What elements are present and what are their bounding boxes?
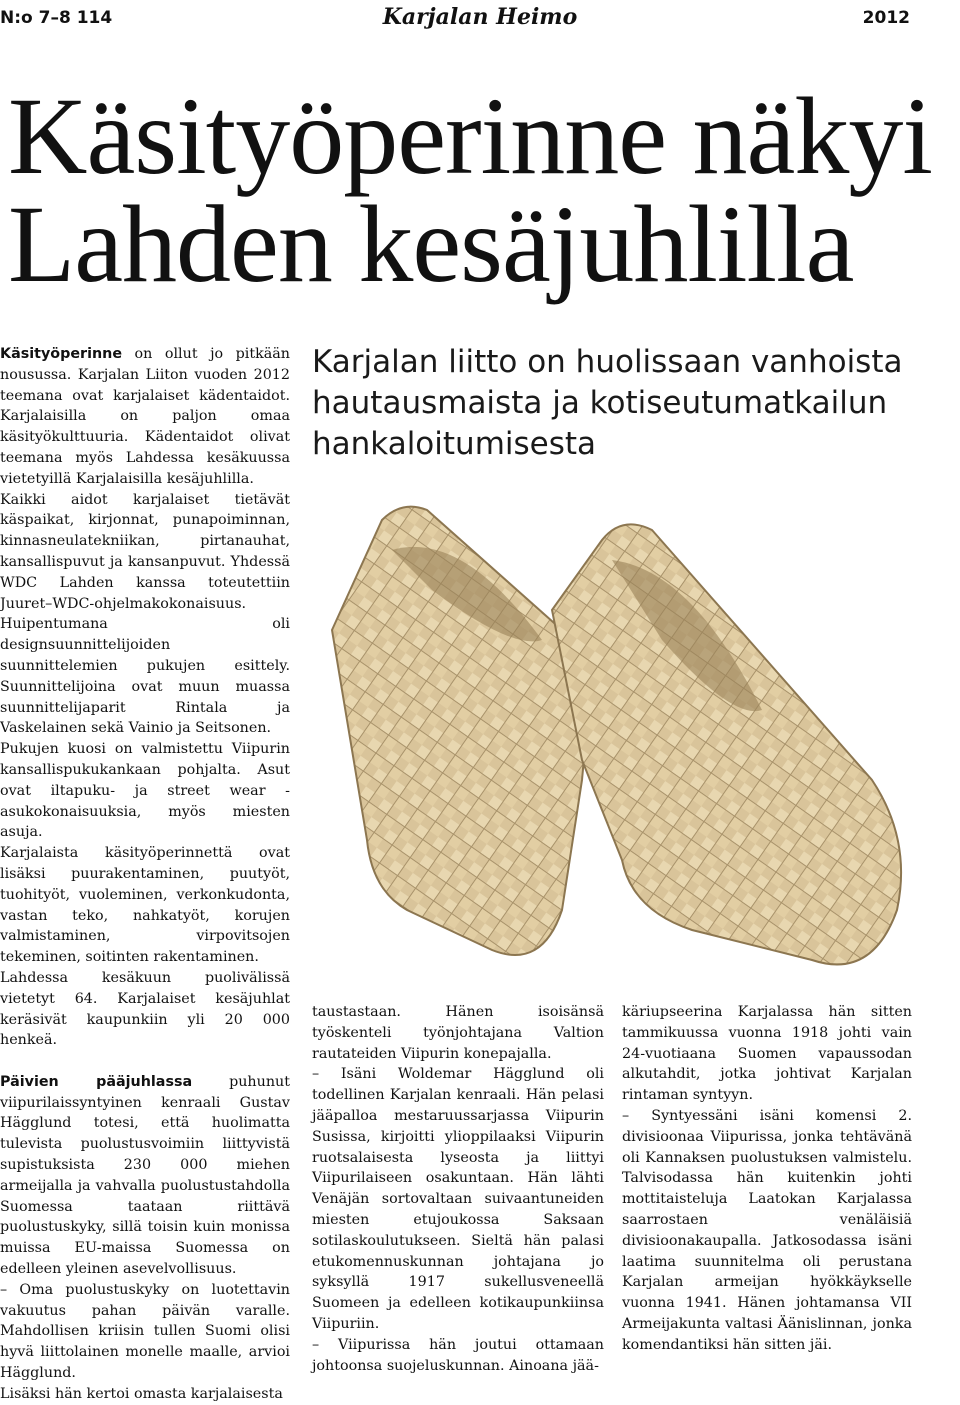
lead-in: Käsityöperinne xyxy=(0,346,123,362)
publication-title: Karjalan Heimo xyxy=(382,4,578,30)
paragraph: – Isäni Woldemar Hägglund oli todellinen Karjalan kenraali. Hän pelasi jääpalloa mestaruussarjassa Viipurin Susissa, kirjoitti ylioppilaaksi Viipurin ruotsalaisesta lyseosta ja liittyi Viipurilaiseen osakuntaan. Hän lähti Venäjän sortovaltaan suivaantuneiden miesten etujoukossa Saksaan sotilaskoulutukseen. Sieltä hän palasi etukomennuskunnan johtajana jo syksyllä 1917 sukellusveneellä Suomeen ja edelleen kotikaupunkiinsa Viipuriin. xyxy=(312,1066,604,1332)
paragraph-text: on ollut jo pitkään nousussa. Karjalan Liiton vuoden 2012 teemana ovat karjalaiset kädentaidot. Karjalaisilla on paljon omaa käsityökulttuuria. Kädentaidot olivat teemana myös Lahdessa kesäkuussa vietetyillä Karjalaisilla kesäjuhlilla. xyxy=(0,346,290,487)
headline-line-1: Käsityöperinne näkyi xyxy=(8,75,932,197)
left-text-column xyxy=(0,344,290,1405)
paragraph: taustastaan. Hänen isoisänsä työskenteli työnjohtajana Valtion rautateiden Viipurin konepajalla. xyxy=(312,1004,604,1062)
right-text-column xyxy=(622,1002,912,1356)
paragraph: – Viipurissa hän joutui ottamaan johtoonsa suojeluskunnan. Ainoana jää- xyxy=(312,1336,604,1374)
birch-bark-shoes-photo xyxy=(312,480,912,980)
article-subheadline: Karjalan liitto on huolissaan vanhoista hautausmaista ja kotiseutumatkailun hankaloitumisesta xyxy=(312,344,903,462)
paragraph: Pukujen kuosi on valmistettu Viipurin kansallispukukankaan pohjalta. Asut ovat iltapuku- ja street wear -asukokonaisuuksia, myös miesten asuja. xyxy=(0,741,290,841)
paragraph: – Syntyessäni isäni komensi 2. divisioonaa Viipurissa, jonka tehtävänä oli Kannaksen puolustuksen valmistelu. Talvisodassa hän kuitenkin johti mottitaisteluja Laatokan Karjalassa saarrostaen venäläisiä divisioonakaupalla. Jatkosodassa isäni laatima suunnitelma oli perustana Karjalan armeijan hyökkäykselle vuonna 1941. Hänen johtamansa VII Armeijakunta valtasi Äänislinnan, jonka komendantiksi hän sitten jäi. xyxy=(622,1107,912,1353)
middle-text-column xyxy=(312,1002,604,1376)
article-headline xyxy=(8,75,958,305)
paragraph: – Oma puolustuskyky on luotettavin vakuutus pahan päivän varalle. Mahdollisen kriisin tullen Suomi olisi hyvä liittolainen monelle maalle, arvioi Hägglund. xyxy=(0,1281,290,1382)
issue-number: N:o 7–8 114 xyxy=(0,8,113,28)
page-header xyxy=(0,0,960,36)
paragraph: Lisäksi hän kertoi omasta karjalaisesta xyxy=(0,1385,283,1402)
headline-line-2: Lahden kesäjuhlilla xyxy=(8,183,854,305)
paragraph-text: puhunut viipurilaissyntyinen kenraali Gustav Hägglund totesi, että huolimatta tulevista puolustusvoimiin liittyvistä supistuksista 230 000 miehen armeijalla ja vahvalla puolustustahdolla Suomessa taataan riittävä puolustuskyky, sillä toisin kuin monissa muissa EU-maissa Suomessa on edelleen yleinen asevelvollisuus. xyxy=(0,1073,291,1278)
paragraph xyxy=(0,1072,290,1280)
paragraph: Lahdessa kesäkuun puolivälissä vietetyt 64. Karjalaiset kesäjuhlat keräsivät kaupunkiin yli 20 000 henkeä. xyxy=(0,969,290,1049)
paragraph: Karjalaista käsityöperinnettä ovat lisäksi puurakentaminen, puutyöt, tuohityöt, vuoleminen, verkonkudonta, vastan teko, nahkatyöt, korujen valmistaminen, virpovitsojen tekeminen, soitinten rakentaminen. xyxy=(0,845,290,966)
shoe-right xyxy=(552,524,901,964)
paragraph xyxy=(0,344,290,490)
paragraph: Kaikki aidot karjalaiset tietävät käspaikat, kirjonnat, punapoiminnan, kinnasneulatekniikan, pirtanauhat, kansallispuvut ja kansanpuvut. Yhdessä WDC Lahden kanssa toteutettiin Juuret–WDC-ohjelmakokonaisuus. Huipentumana oli designsuunnittelijoiden suunnittelemien pukujen esittely. Suunnittelijoina ovat muun muassa suunnittelijaparit Rintala ja Vaskelainen sekä Vainio ja Seitsonen. xyxy=(0,491,290,737)
issue-year: 2012 xyxy=(862,8,910,28)
lead-in: Päivien pääjuhlassa xyxy=(0,1073,193,1090)
paragraph: käriupseerina Karjalassa hän sitten tammikuussa vuonna 1918 johti vain 24-vuotiaana Suomen vapaussodan alkutahdit, jotka johtivat Karjalan rintaman syntyyn. xyxy=(622,1004,912,1104)
